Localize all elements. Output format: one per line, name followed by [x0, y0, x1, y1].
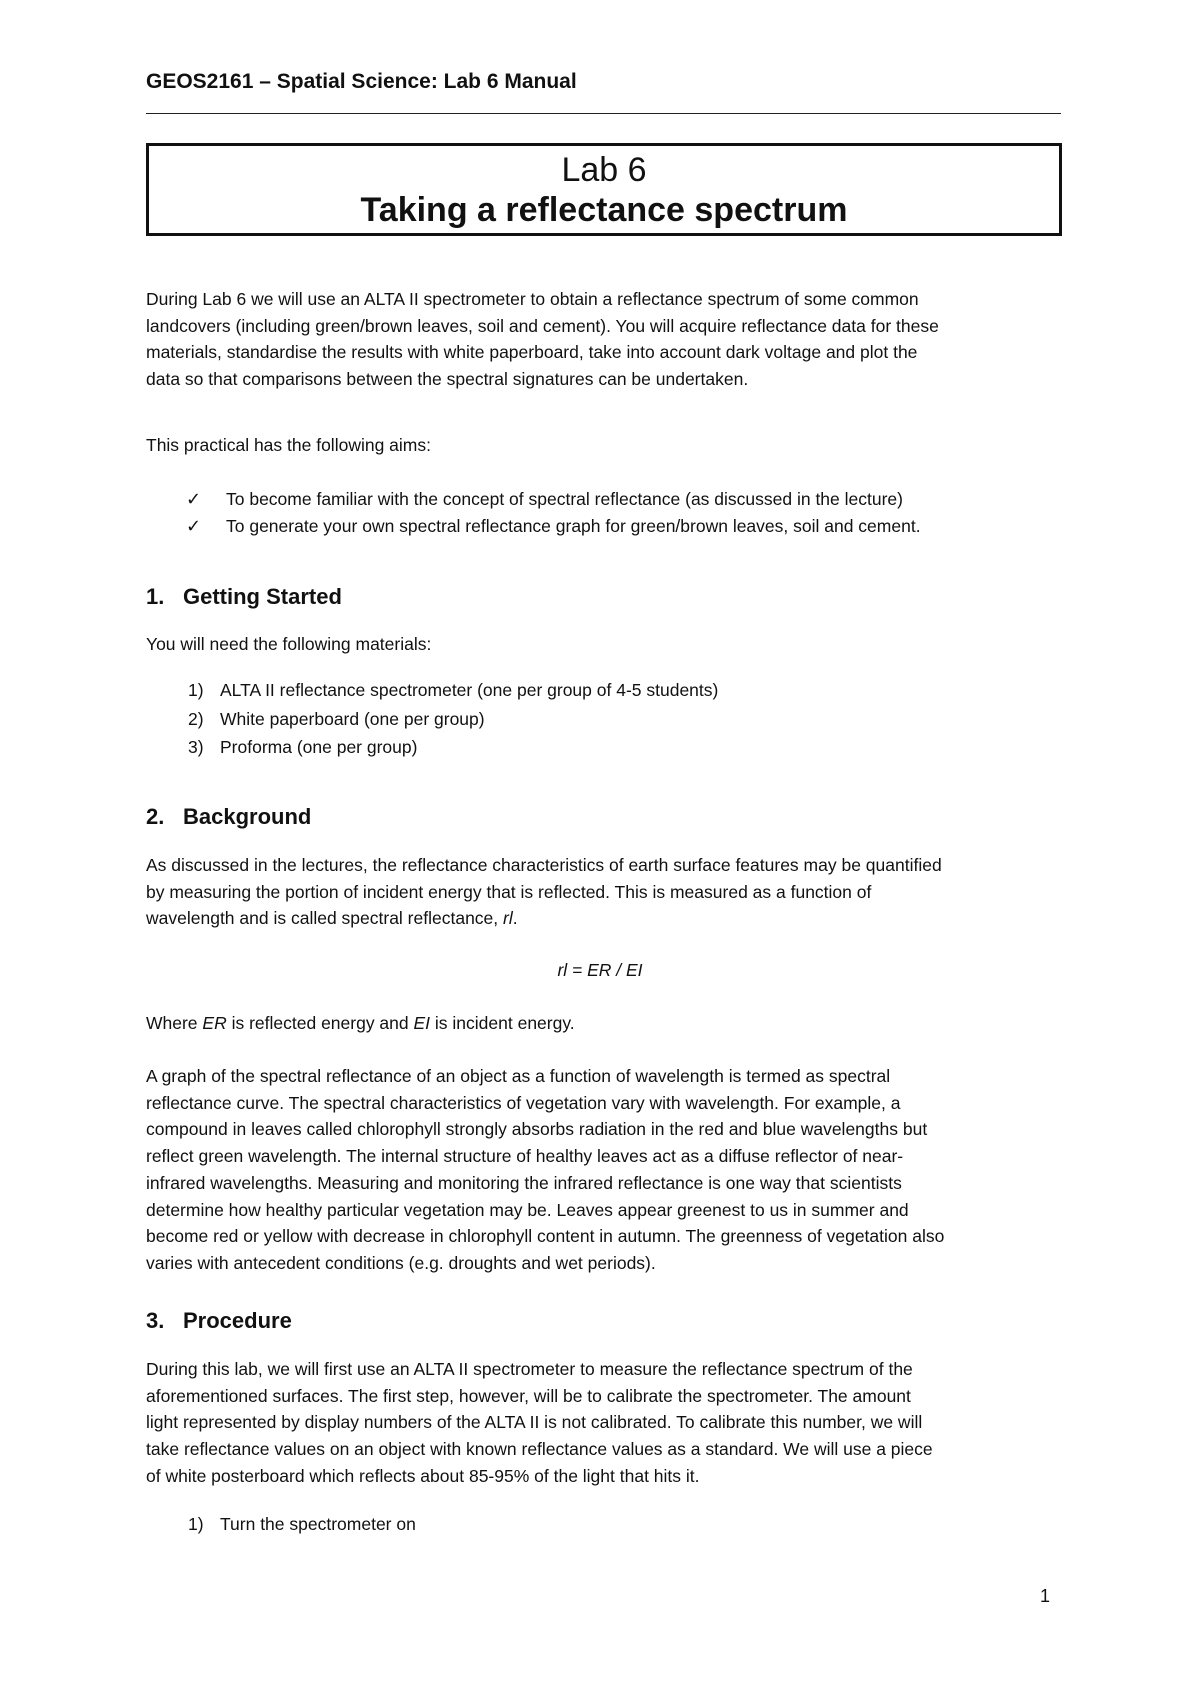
step-number: 1) [188, 1514, 204, 1534]
symbol-er: ER [202, 1013, 227, 1033]
procedure-paragraph [146, 1356, 1061, 1490]
procedure-line: of white posterboard which reflects about 85-95% of the light that hits it. [146, 1465, 700, 1486]
item-text: White paperboard (one per group) [220, 708, 485, 729]
list-item [186, 676, 1056, 705]
intro-line: landcovers (including green/brown leaves, soil and cement). You will acquire reflectance data for these [146, 315, 939, 336]
section-title: Getting Started [183, 584, 342, 609]
item-number: 3) [188, 737, 204, 757]
reflectance-symbol: rl [503, 908, 513, 929]
section-heading-background [146, 804, 311, 830]
aims-list [186, 486, 1056, 539]
background-line-last [146, 905, 1061, 932]
procedure-line: take reflectance values on an object with known reflectance values as a standard. We will use a piece [146, 1439, 933, 1460]
section-number: 1. [146, 584, 165, 609]
item-text: Proforma (one per group) [220, 737, 418, 757]
where-prefix: Where [146, 1013, 203, 1033]
aim-text: To generate your own spectral reflectance graph for green/brown leaves, soil and cement. [226, 515, 921, 536]
list-item [186, 705, 1056, 734]
title-line-2: Taking a reflectance spectrum [360, 191, 848, 229]
section-heading-procedure [146, 1308, 292, 1334]
item-number: 1) [188, 680, 204, 700]
background-line: reflect green wavelength. The internal structure of healthy leaves act as a diffuse reflector of near- [146, 1146, 904, 1167]
background-line: by measuring the portion of incident energy that is reflected. This is measured as a function of [146, 881, 872, 902]
intro-line: data so that comparisons between the spectral signatures can be undertaken. [146, 369, 749, 390]
list-item [186, 733, 1056, 762]
intro-line: During Lab 6 we will use an ALTA II spectrometer to obtain a reflectance spectrum of some common [146, 289, 919, 309]
header-title: GEOS2161 – Spatial Science: Lab 6 Manual [146, 70, 577, 93]
aim-text: To become familiar with the concept of spectral reflectance (as discussed in the lecture) [226, 489, 903, 509]
list-item [186, 486, 1056, 513]
background-line: compound in leaves called chlorophyll strongly absorbs radiation in the red and blue wavelengths but [146, 1119, 928, 1140]
list-item [186, 1510, 1056, 1539]
page-number: 1 [1040, 1586, 1051, 1606]
header-rule [146, 113, 1061, 114]
list-item [186, 513, 1056, 540]
item-number: 2) [188, 708, 204, 729]
section-title: Background [183, 804, 312, 829]
procedure-line: During this lab, we will first use an ALTA II spectrometer to measure the reflectance spectrum of the [146, 1359, 913, 1379]
background-paragraph-2 [146, 1063, 1061, 1277]
title-box [146, 143, 1062, 236]
intro-line: materials, standardise the results with white paperboard, take into account dark voltage and plot the [146, 342, 918, 363]
checkmark-icon: ✓ [186, 489, 202, 509]
reflectance-formula: rl = ER / EI [557, 960, 643, 980]
background-line: determine how healthy particular vegetation may be. Leaves appear greenest to us in summer and [146, 1199, 909, 1220]
section-heading-getting-started [146, 584, 342, 610]
intro-paragraph [146, 286, 1061, 393]
materials-intro: You will need the following materials: [146, 634, 432, 654]
title-line-1: Lab 6 [561, 151, 647, 189]
procedure-line: light represented by display numbers of the ALTA II is not calibrated. To calibrate this number, we will [146, 1412, 923, 1433]
section-title: Procedure [183, 1308, 292, 1333]
background-line: become red or yellow with decrease in chlorophyll content in autumn. The greenness of vegetation also [146, 1226, 945, 1247]
materials-list [186, 676, 1056, 762]
checkmark-icon: ✓ [186, 515, 202, 536]
procedure-line: aforementioned surfaces. The first step, however, will be to calibrate the spectrometer. The amount [146, 1385, 911, 1406]
procedure-steps [186, 1510, 1056, 1539]
background-line: reflectance curve. The spectral characteristics of vegetation vary with wavelength. For example, a [146, 1092, 901, 1113]
formula-explanation [146, 1010, 1061, 1037]
background-line: As discussed in the lectures, the reflectance characteristics of earth surface features may be quantified [146, 855, 942, 875]
aims-intro: This practical has the following aims: [146, 435, 431, 455]
symbol-ei: EI [413, 1013, 431, 1033]
section-number: 2. [146, 804, 165, 829]
background-line: A graph of the spectral reflectance of an object as a function of wavelength is termed as spectral [146, 1066, 891, 1086]
item-text: ALTA II reflectance spectrometer (one per group of 4-5 students) [220, 680, 719, 700]
background-line: infrared wavelengths. Measuring and monitoring the infrared reflectance is one way that scientists [146, 1172, 902, 1193]
background-text: wavelength and is called spectral reflectance, [146, 908, 504, 929]
where-suffix: is incident energy. [430, 1013, 575, 1033]
background-line: varies with antecedent conditions (e.g. droughts and wet periods). [146, 1252, 656, 1273]
background-paragraph-1 [146, 852, 1061, 932]
background-text-end: . [512, 908, 518, 929]
section-number: 3. [146, 1308, 165, 1333]
where-mid: is reflected energy and [226, 1013, 414, 1033]
step-text: Turn the spectrometer on [220, 1514, 416, 1534]
